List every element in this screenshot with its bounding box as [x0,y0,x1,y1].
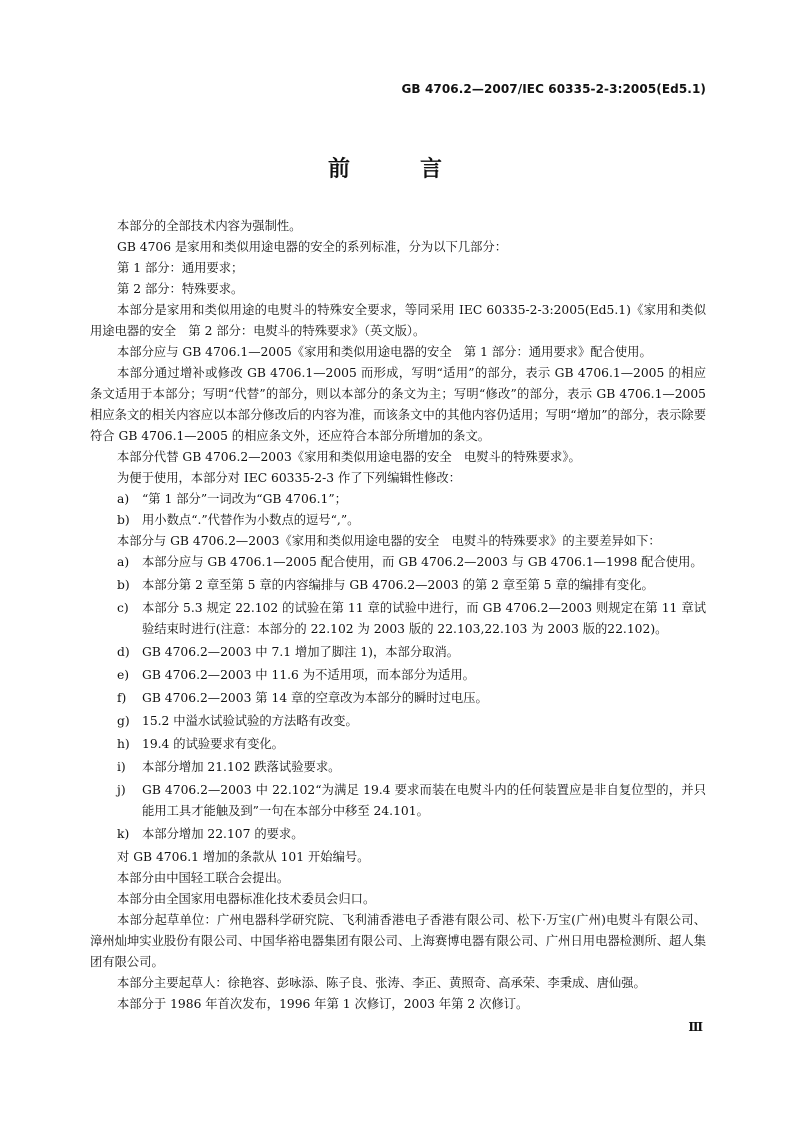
list-item [90,757,706,778]
list-item-text: 本部分 5.3 规定 22.102 的试验在第 11 章的试验中进行，而 GB 4706.2—2003 则规定在第 11 章试验结束时进行(注意：本部分的 22.102 为 2003 版的 22.103,22.103 为 2003 版的22.102)。 [142,601,706,636]
list-item-text: GB 4706.2—2003 中 7.1 增加了脚注 1)，本部分取消。 [142,645,460,659]
list-item-text: GB 4706.2—2003 第 14 章的空章改为本部分的瞬时过电压。 [142,691,488,705]
list-item-text: GB 4706.2—2003 中 11.6 为不适用项，而本部分为适用。 [142,668,475,682]
standard-code-header: GB 4706.2—2007/IEC 60335-2-3:2005(Ed5.1) [401,82,706,96]
list-item-label: f) [117,691,127,705]
paragraph-formation: 本部分通过增补或修改 GB 4706.1—2005 而形成，写明“适用”的部分，表示 GB 4706.1—2005 的相应条文适用于本部分；写明“代替”的部分，则以本部分的条文为主；写明“修改”的部分，表示 GB 4706.1—2005相应条文的相关内容应以本部分修改后的内容为准，而该条文中的其他内容仍适用；写明“增加”的部分，表示除要符合 GB 4706.1—2005 的相应条文外，还应符合本部分所增加的条文。 [90,366,706,443]
list-item-label: b) [117,578,130,592]
list-item-label: j) [117,783,126,797]
list-item [90,510,706,531]
list-item-label: b) [117,513,130,527]
list-item-label: h) [117,737,130,751]
list-item-label: d) [117,645,130,659]
list-item [90,598,706,640]
paragraph-part1: 第 1 部分：通用要求； [117,261,244,275]
paragraph-diff-intro: 本部分与 GB 4706.2—2003《家用和类似用途电器的安全 电熨斗的特殊要求》的主要差异如下： [117,534,661,548]
paragraph-part2: 第 2 部分：特殊要求。 [117,282,244,296]
paragraph-use-with: 本部分应与 GB 4706.1—2005《家用和类似用途电器的安全 第 1 部分：通用要求》配合使用。 [117,345,652,359]
list-item [90,552,706,573]
list-item-text: 本部分增加 21.102 跌落试验要求。 [142,760,341,774]
list-item [90,824,706,845]
paragraph-drafters: 本部分主要起草人：徐艳容、彭咏添、陈子良、张涛、李正、黄照奇、高承荣、李秉成、唐仙强。 [117,976,646,990]
paragraph-scope: 本部分是家用和类似用途的电熨斗的特殊安全要求，等同采用 IEC 60335-2-3:2005(Ed5.1)《家用和类似用途电器的安全 第 2 部分：电熨斗的特殊要求》（英文版）。 [90,303,706,338]
page-title: 前 言 [327,157,466,182]
list-item-label: a) [117,492,130,506]
list-item [90,489,706,510]
paragraph-centralized-by: 本部分由全国家用电器标准化技术委员会归口。 [117,892,376,906]
list-item [90,711,706,732]
list-item-label: c) [117,601,129,615]
list-item [90,688,706,709]
paragraph-numbering: 对 GB 4706.1 增加的条款从 101 开始编号。 [117,850,370,864]
page-number: Ⅲ [688,1020,703,1034]
list-item [90,734,706,755]
list-item-label: k) [117,827,130,841]
foreword-body [90,216,706,1015]
list-item-text: “第 1 部分”一词改为“GB 4706.1”； [142,492,347,506]
list-item-text: 用小数点“.”代替作为小数点的逗号“,”。 [142,513,360,527]
list-item-label: e) [117,668,130,682]
paragraph-drafting-units: 本部分起草单位：广州电器科学研究院、飞利浦香港电子香港有限公司、松下·万宝(广州)电熨斗有限公司、漳州灿坤实业股份有限公司、中国华裕电器集团有限公司、上海赛博电器有限公司、广州日用电器检测所、超人集团有限公司。 [90,913,706,969]
paragraph-series: GB 4706 是家用和类似用途电器的安全的系列标准，分为以下几部分： [117,240,507,254]
paragraph-proposed-by: 本部分由中国轻工联合会提出。 [117,871,290,885]
paragraph-edit-intro: 为便于使用，本部分对 IEC 60335-2-3 作了下列编辑性修改： [117,471,461,485]
list-item [90,642,706,663]
paragraph-history: 本部分于 1986 年首次发布，1996 年第 1 次修订，2003 年第 2 次修订。 [117,997,529,1011]
paragraph-mandatory: 本部分的全部技术内容为强制性。 [117,219,302,233]
list-item-text: GB 4706.2—2003 中 22.102“为满足 19.4 要求而装在电熨斗内的任何装置应是非自复位型的，并只能用工具才能触及到”一句在本部分中移至 24.101。 [142,783,706,818]
list-item-text: 本部分增加 22.107 的要求。 [142,827,304,841]
list-item-text: 本部分第 2 章至第 5 章的内容编排与 GB 4706.2—2003 的第 2 章至第 5 章的编排有变化。 [142,578,654,592]
paragraph-replaces: 本部分代替 GB 4706.2—2003《家用和类似用途电器的安全 电熨斗的特殊要求》。 [117,450,581,464]
list-item-label: a) [117,555,130,569]
list-item-label: g) [117,714,130,728]
list-item-label: i) [117,760,126,774]
list-item-text: 15.2 中溢水试验试验的方法略有改变。 [142,714,358,728]
list-item [90,575,706,596]
list-item-text: 19.4 的试验要求有变化。 [142,737,284,751]
list-item-text: 本部分应与 GB 4706.1—2005 配合使用，而 GB 4706.2—2003 与 GB 4706.1—1998 配合使用。 [142,555,703,569]
list-item [90,780,706,822]
list-item [90,665,706,686]
